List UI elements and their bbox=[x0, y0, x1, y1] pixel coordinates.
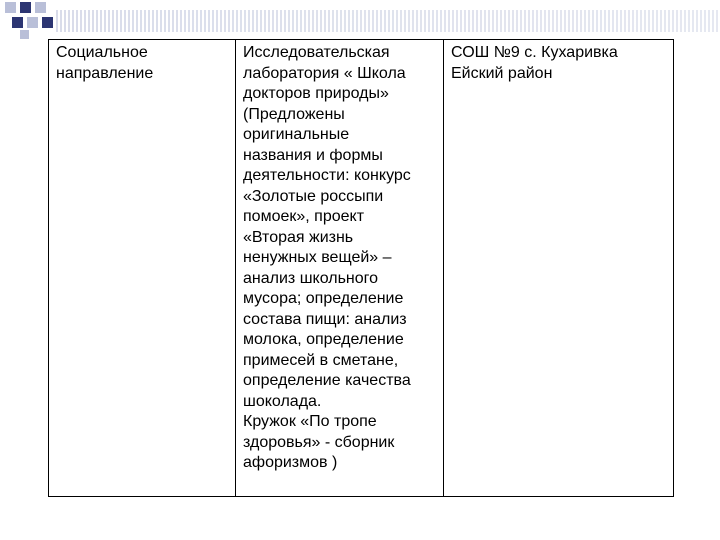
activity-text: Исследовательская лаборатория « Школа докторов природы» (Предложены оригинальные названия и формы деятельности: конкурс «Золотые россыпи помоек», проект «Вторая жизнь ненужных вещей» – анализ школьного мусора; определение состава пищи: анализ молока, определение примесей в сметане, определение качества шоколада. Кружок «По тропе здоровья» - сборник афоризмов ) bbox=[243, 44, 411, 471]
table-row bbox=[49, 40, 674, 497]
decorative-rule bbox=[56, 10, 720, 32]
school-cell bbox=[444, 40, 674, 497]
direction-cell bbox=[49, 40, 236, 497]
program-table bbox=[48, 39, 674, 497]
decorative-squares bbox=[0, 0, 60, 40]
activity-cell bbox=[236, 40, 444, 497]
direction-text: Социальное направление bbox=[56, 44, 154, 82]
school-text: СОШ №9 с. Кухаривка Ейский район bbox=[451, 44, 618, 82]
